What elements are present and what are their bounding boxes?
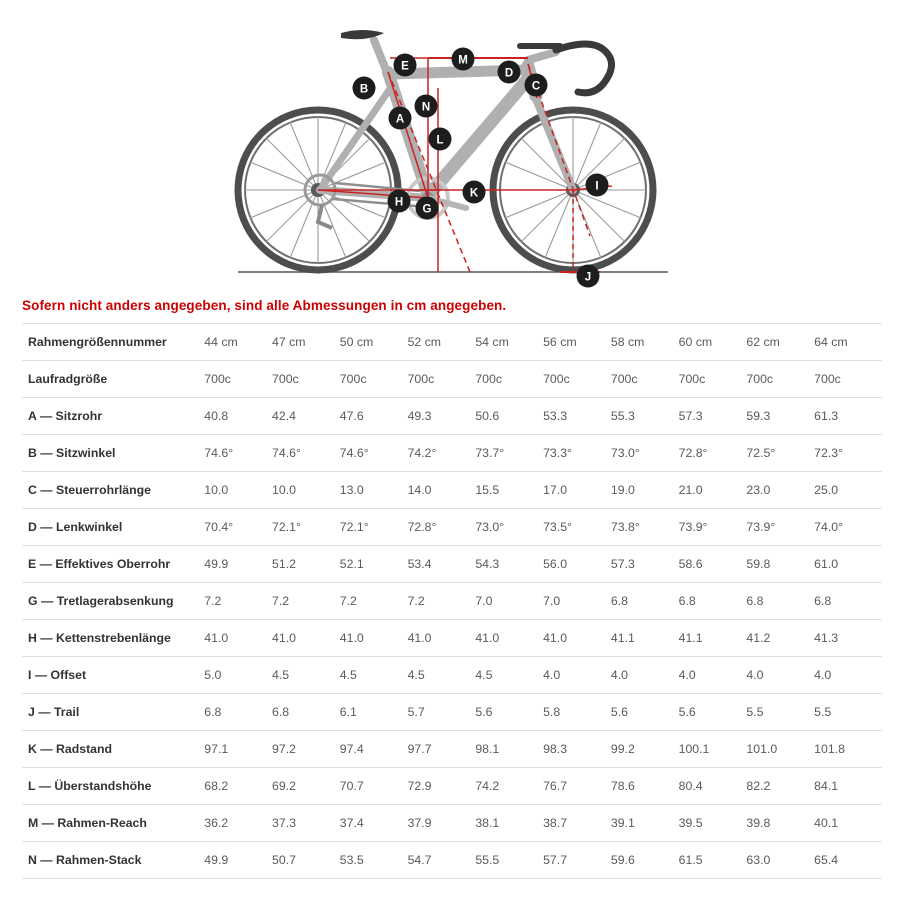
table-cell: 4.5 [408, 657, 476, 694]
table-cell: 72.3° [814, 435, 882, 472]
table-cell: 70.7 [340, 768, 408, 805]
table-cell: 41.3 [814, 620, 882, 657]
table-cell: 49.3 [408, 398, 476, 435]
table-cell: 101.0 [746, 731, 814, 768]
svg-text:I: I [595, 180, 599, 193]
row-label: M — Rahmen-Reach [22, 805, 204, 842]
table-cell: 5.0 [204, 657, 272, 694]
table-cell: 700c [272, 361, 340, 398]
table-cell: 74.2° [408, 435, 476, 472]
table-cell: 41.0 [408, 620, 476, 657]
table-cell: 5.7 [408, 694, 476, 731]
row-label: J — Trail [22, 694, 204, 731]
table-cell: 4.0 [543, 657, 611, 694]
bike-geometry-diagram [0, 0, 900, 290]
row-label: N — Rahmen-Stack [22, 842, 204, 879]
row-label: C — Steuerrohrlänge [22, 472, 204, 509]
table-row [22, 768, 882, 805]
table-cell: 23.0 [746, 472, 814, 509]
table-cell: 72.8° [408, 509, 476, 546]
table-cell: 57.3 [679, 398, 747, 435]
svg-text:B: B [359, 83, 369, 96]
column-header-3: 50 cm [340, 324, 408, 361]
table-cell: 56.0 [543, 546, 611, 583]
table-cell: 6.8 [272, 694, 340, 731]
svg-text:A: A [395, 113, 405, 126]
table-cell: 4.5 [475, 657, 543, 694]
table-cell: 72.8° [679, 435, 747, 472]
column-header-10: 64 cm [814, 324, 882, 361]
table-cell: 41.0 [475, 620, 543, 657]
table-cell: 14.0 [408, 472, 476, 509]
table-cell: 61.0 [814, 546, 882, 583]
table-cell: 41.2 [746, 620, 814, 657]
table-cell: 99.2 [611, 731, 679, 768]
table-cell: 4.0 [814, 657, 882, 694]
column-header-4: 52 cm [408, 324, 476, 361]
table-cell: 74.2 [475, 768, 543, 805]
svg-text:L: L [436, 134, 444, 147]
table-cell: 40.8 [204, 398, 272, 435]
table-cell: 74.6° [272, 435, 340, 472]
table-cell: 72.9 [408, 768, 476, 805]
table-cell: 6.1 [340, 694, 408, 731]
table-cell: 5.6 [475, 694, 543, 731]
table-cell: 72.1° [272, 509, 340, 546]
row-label: I — Offset [22, 657, 204, 694]
table-cell: 57.3 [611, 546, 679, 583]
table-cell: 74.6° [340, 435, 408, 472]
table-cell: 53.3 [543, 398, 611, 435]
table-cell: 37.4 [340, 805, 408, 842]
table-cell: 700c [611, 361, 679, 398]
row-label: E — Effektives Oberrohr [22, 546, 204, 583]
table-cell: 53.4 [408, 546, 476, 583]
table-cell: 7.2 [408, 583, 476, 620]
table-cell: 73.9° [746, 509, 814, 546]
table-cell: 61.5 [679, 842, 747, 879]
svg-text:J: J [584, 271, 592, 284]
saddle [341, 30, 384, 39]
table-cell: 61.3 [814, 398, 882, 435]
table-cell: 700c [746, 361, 814, 398]
table-cell: 41.0 [272, 620, 340, 657]
table-cell: 82.2 [746, 768, 814, 805]
table-cell: 65.4 [814, 842, 882, 879]
table-cell: 6.8 [204, 694, 272, 731]
svg-text:M: M [458, 54, 468, 67]
row-label: D — Lenkwinkel [22, 509, 204, 546]
table-cell: 38.7 [543, 805, 611, 842]
table-cell: 49.9 [204, 842, 272, 879]
table-cell: 97.1 [204, 731, 272, 768]
column-header-5: 54 cm [475, 324, 543, 361]
table-cell: 100.1 [679, 731, 747, 768]
column-header-9: 62 cm [746, 324, 814, 361]
svg-text:D: D [504, 67, 514, 80]
table-cell: 73.5° [543, 509, 611, 546]
table-cell: 40.1 [814, 805, 882, 842]
table-cell: 21.0 [679, 472, 747, 509]
table-header-row [22, 324, 882, 361]
column-header-2: 47 cm [272, 324, 340, 361]
table-cell: 6.8 [814, 583, 882, 620]
column-header-0: Rahmengrößennummer [22, 324, 204, 361]
column-header-6: 56 cm [543, 324, 611, 361]
row-label: Laufradgröße [22, 361, 204, 398]
table-cell: 49.9 [204, 546, 272, 583]
svg-text:C: C [531, 80, 541, 93]
table-cell: 39.8 [746, 805, 814, 842]
table-cell: 63.0 [746, 842, 814, 879]
table-row [22, 657, 882, 694]
table-cell: 73.0° [611, 435, 679, 472]
table-cell: 70.4° [204, 509, 272, 546]
table-cell: 13.0 [340, 472, 408, 509]
table-cell: 38.1 [475, 805, 543, 842]
table-row [22, 583, 882, 620]
row-label: H — Kettenstrebenlänge [22, 620, 204, 657]
table-cell: 80.4 [679, 768, 747, 805]
table-cell: 39.1 [611, 805, 679, 842]
table-cell: 5.6 [611, 694, 679, 731]
table-cell: 47.6 [340, 398, 408, 435]
row-label: K — Radstand [22, 731, 204, 768]
table-cell: 5.5 [746, 694, 814, 731]
table-cell: 6.8 [611, 583, 679, 620]
geometry-table [22, 323, 882, 879]
table-cell: 97.2 [272, 731, 340, 768]
table-cell: 42.4 [272, 398, 340, 435]
table-cell: 74.0° [814, 509, 882, 546]
table-cell: 74.6° [204, 435, 272, 472]
table-cell: 76.7 [543, 768, 611, 805]
table-cell: 10.0 [204, 472, 272, 509]
table-cell: 69.2 [272, 768, 340, 805]
svg-text:N: N [421, 101, 431, 114]
geometry-table-wrap [0, 323, 900, 879]
table-cell: 41.1 [611, 620, 679, 657]
table-cell: 72.5° [746, 435, 814, 472]
table-cell: 59.3 [746, 398, 814, 435]
table-cell: 73.8° [611, 509, 679, 546]
table-cell: 5.5 [814, 694, 882, 731]
table-cell: 700c [679, 361, 747, 398]
handlebar [556, 44, 612, 93]
table-cell: 101.8 [814, 731, 882, 768]
column-header-7: 58 cm [611, 324, 679, 361]
table-cell: 52.1 [340, 546, 408, 583]
table-cell: 59.6 [611, 842, 679, 879]
table-cell: 55.3 [611, 398, 679, 435]
column-header-1: 44 cm [204, 324, 272, 361]
table-row [22, 842, 882, 879]
table-row [22, 546, 882, 583]
table-cell: 98.1 [475, 731, 543, 768]
row-label: G — Tretlagerabsenkung [22, 583, 204, 620]
table-cell: 98.3 [543, 731, 611, 768]
table-cell: 73.3° [543, 435, 611, 472]
table-cell: 78.6 [611, 768, 679, 805]
column-header-8: 60 cm [679, 324, 747, 361]
table-cell: 68.2 [204, 768, 272, 805]
table-cell: 700c [408, 361, 476, 398]
svg-text:H: H [394, 196, 404, 209]
table-row [22, 620, 882, 657]
table-cell: 51.2 [272, 546, 340, 583]
table-cell: 4.0 [679, 657, 747, 694]
table-cell: 72.1° [340, 509, 408, 546]
table-cell: 19.0 [611, 472, 679, 509]
svg-text:K: K [469, 187, 479, 200]
table-cell: 73.7° [475, 435, 543, 472]
table-cell: 10.0 [272, 472, 340, 509]
row-label: L — Überstandshöhe [22, 768, 204, 805]
table-cell: 700c [814, 361, 882, 398]
table-cell: 700c [543, 361, 611, 398]
table-row [22, 472, 882, 509]
svg-text:G: G [422, 203, 432, 216]
table-cell: 73.0° [475, 509, 543, 546]
table-cell: 6.8 [679, 583, 747, 620]
table-row [22, 398, 882, 435]
table-cell: 53.5 [340, 842, 408, 879]
table-row [22, 361, 882, 398]
table-cell: 6.8 [746, 583, 814, 620]
table-cell: 58.6 [679, 546, 747, 583]
table-cell: 7.2 [340, 583, 408, 620]
table-cell: 84.1 [814, 768, 882, 805]
table-cell: 50.7 [272, 842, 340, 879]
table-cell: 41.1 [679, 620, 747, 657]
table-cell: 59.8 [746, 546, 814, 583]
table-cell: 700c [204, 361, 272, 398]
svg-text:E: E [401, 60, 409, 73]
units-note: Sofern nicht anders angegeben, sind alle Abmessungen in cm angegeben. [22, 298, 507, 313]
table-cell: 4.0 [746, 657, 814, 694]
table-cell: 7.2 [204, 583, 272, 620]
table-cell: 25.0 [814, 472, 882, 509]
table-cell: 57.7 [543, 842, 611, 879]
table-cell: 41.0 [340, 620, 408, 657]
row-label: B — Sitzwinkel [22, 435, 204, 472]
table-body [22, 361, 882, 879]
table-cell: 55.5 [475, 842, 543, 879]
table-cell: 17.0 [543, 472, 611, 509]
table-cell: 700c [340, 361, 408, 398]
table-cell: 4.5 [272, 657, 340, 694]
table-cell: 5.8 [543, 694, 611, 731]
table-cell: 7.0 [475, 583, 543, 620]
table-cell: 36.2 [204, 805, 272, 842]
table-cell: 7.2 [272, 583, 340, 620]
table-cell: 5.6 [679, 694, 747, 731]
table-row [22, 435, 882, 472]
table-cell: 54.7 [408, 842, 476, 879]
table-cell: 700c [475, 361, 543, 398]
table-cell: 54.3 [475, 546, 543, 583]
table-cell: 73.9° [679, 509, 747, 546]
table-cell: 50.6 [475, 398, 543, 435]
row-label: A — Sitzrohr [22, 398, 204, 435]
table-cell: 41.0 [204, 620, 272, 657]
table-cell: 4.5 [340, 657, 408, 694]
table-cell: 15.5 [475, 472, 543, 509]
table-row [22, 694, 882, 731]
table-cell: 97.4 [340, 731, 408, 768]
table-row [22, 509, 882, 546]
table-cell: 4.0 [611, 657, 679, 694]
table-row [22, 731, 882, 768]
table-cell: 41.0 [543, 620, 611, 657]
table-cell: 39.5 [679, 805, 747, 842]
table-cell: 97.7 [408, 731, 476, 768]
table-row [22, 805, 882, 842]
table-cell: 37.3 [272, 805, 340, 842]
table-cell: 7.0 [543, 583, 611, 620]
table-cell: 37.9 [408, 805, 476, 842]
